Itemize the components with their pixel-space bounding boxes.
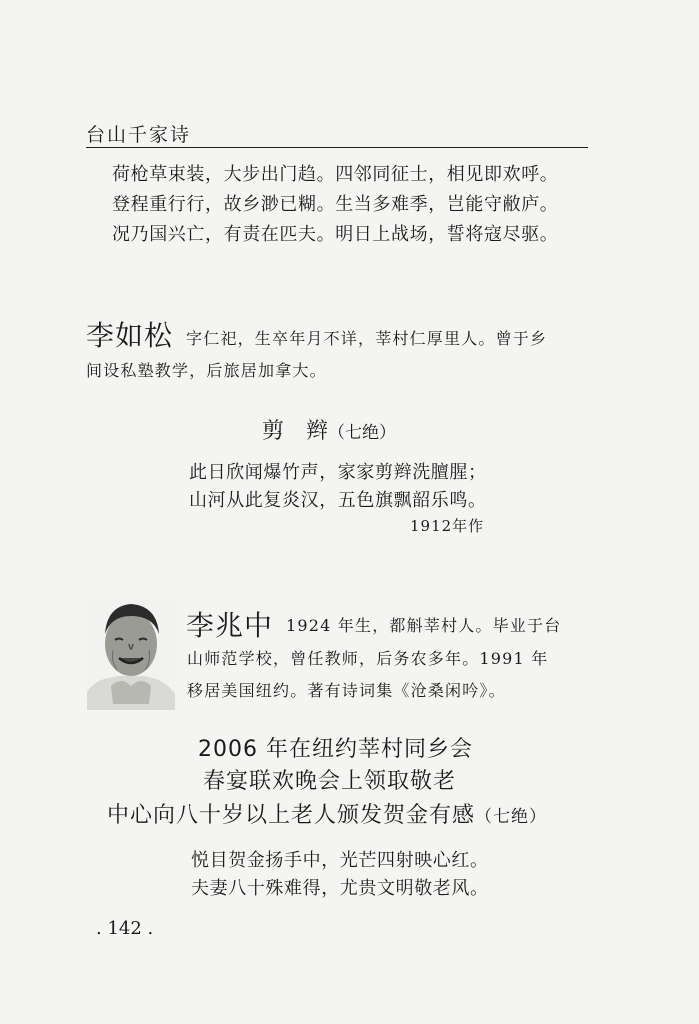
poem-line: 此日欣闻爆竹声，家家剪辫洗膻腥； xyxy=(189,462,487,483)
poem-form: （七绝） xyxy=(475,807,548,827)
header-divider xyxy=(86,147,588,148)
author-bio-line: 间设私塾教学，后旅居加拿大。 xyxy=(86,361,327,380)
author-name: 李如松 xyxy=(86,319,174,352)
previous-poem-line: 登程重行行，故乡渺已糊。生当多难季，岂能守敝庐。 xyxy=(112,194,559,215)
author-bio-line: 1924 年生，都斛莘村人。毕业于台 xyxy=(286,616,562,635)
poem-title-line xyxy=(107,798,547,829)
poem-title-line: 2006 年在纽约莘村同乡会 xyxy=(198,737,473,762)
poem-title xyxy=(262,414,396,445)
author-bio-line: 移居美国纽约。著有诗词集《沧桑闲吟》。 xyxy=(187,681,506,700)
poem-title-text: 剪 辫 xyxy=(262,419,329,444)
author-bio-line: 山师范学校，曾任教师，后务农多年。1991 年 xyxy=(187,649,549,668)
poem-form: （七绝） xyxy=(328,423,397,443)
page-number: . 142 . xyxy=(96,918,154,939)
previous-poem-line: 荷枪草束装，大步出门趋。四邻同征士，相见即欢呼。 xyxy=(112,164,559,185)
poem-line: 夫妻八十殊难得，尤贵文明敬老风。 xyxy=(191,878,489,899)
poem-line: 山河从此复炎汉，五色旗飘韶乐鸣。 xyxy=(189,490,487,511)
page-header-title: 台山千家诗 xyxy=(86,124,192,146)
author-name: 李兆中 xyxy=(186,609,274,642)
previous-poem-line: 况乃国兴亡，有责在匹夫。明日上战场，誓将寇尽驱。 xyxy=(112,224,559,245)
poem-date-note: 1912年作 xyxy=(410,517,485,535)
poem-title-text: 中心向八十岁以上老人颁发贺金有感 xyxy=(107,803,476,828)
poem-line: 悦目贺金扬手中，光芒四射映心红。 xyxy=(191,850,489,871)
poem-title-line: 春宴联欢晚会上领取敬老 xyxy=(203,769,457,794)
author-portrait xyxy=(87,600,175,710)
author-bio-line: 字仁祀，生卒年月不详，莘村仁厚里人。曾于乡 xyxy=(186,329,548,348)
